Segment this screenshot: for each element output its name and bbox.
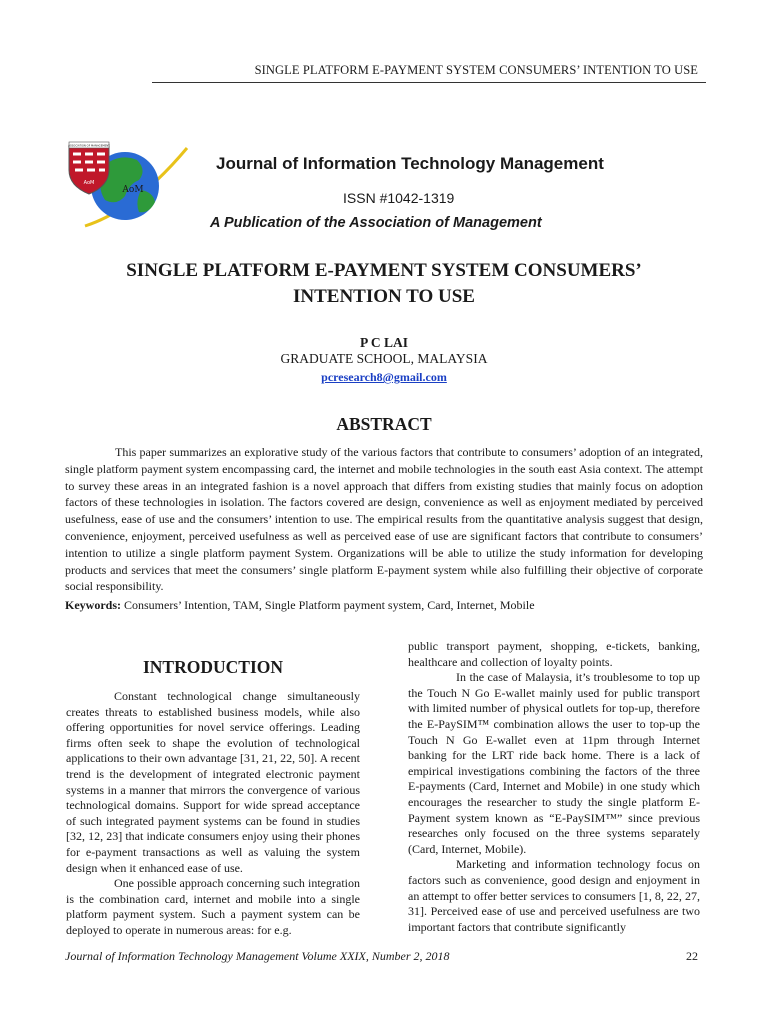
keywords-text: Consumers’ Intention, TAM, Single Platform payment system, Card, Internet, Mobile [124, 598, 535, 612]
logo-globe-text: AoM [122, 185, 144, 195]
paper-affiliation: GRADUATE SCHOOL, MALAYSIA [280, 351, 488, 366]
footer-citation: Journal of Information Technology Management Volume XXIX, Number 2, 2018 [65, 949, 450, 963]
running-header: SINGLE PLATFORM E-PAYMENT SYSTEM CONSUMERS’ INTENTION TO USE [254, 63, 698, 77]
keywords-label: Keywords: [65, 598, 121, 612]
journal-title: Journal of Information Technology Management [216, 154, 604, 173]
paper-author: P C LAI [359, 335, 408, 350]
aom-globe-logo [65, 140, 201, 230]
logo-badge-text: AoM [83, 180, 95, 186]
body-column-right [408, 639, 700, 935]
body-paragraph: Constant technological change simultaneously creates threats to established business models, while also offering opportunities for novel service offerings. Leading firms often seek to shape the evolution of technological applications to their own advantage [31, 21, 22, 50]. A recent trend is the development of integrated electronic payment systems in a manner that mirrors the convergence of various technological domains. Support for wide spread acceptance of such integrated payment systems can be found in studies [32, 12, 23] that indicate consumers enjoy using their phones for e-payment transactions as well as valuing the system design when it enhanced ease of use. [66, 689, 360, 875]
logo-banner-text: ASSOCIATION OF MANAGEMENT [68, 144, 110, 148]
body-paragraph: In the case of Malaysia, it’s troublesome to top up the Touch N Go E-wallet mainly used for public transport with limited number of physical outlets for top-up, therefore the E-PaySIM™ combination allows the user to top-up the Touch N Go E-wallet even at 11pm through Internet banking for the LRT ride back home. There is a lack of empirical investigations combining the factors of the three E-payments (Card, Internet and Mobile) in one study which encourages the researcher to study the single platform E-Payment system known as “E-PaySIM™” since previous researches only focused on the three systems separately (Card, Internet, Mobile). [408, 670, 700, 856]
abstract-heading: ABSTRACT [336, 414, 432, 434]
body-paragraph: Marketing and information technology focus on factors such as convenience, good design and enjoyment in an attempt to offer better services to consumers [1, 8, 22, 27, 31]. Perceived ease of use and perceived usefulness are two important factors that contribute significantly [408, 857, 700, 934]
paper-title: SINGLE PLATFORM E-PAYMENT SYSTEM CONSUMERS’ INTENTION TO USE [126, 260, 642, 307]
body-paragraph: public transport payment, shopping, e-tickets, banking, healthcare and collection of loyalty points. [408, 639, 700, 669]
page-number: 22 [686, 949, 698, 963]
journal-publisher: A Publication of the Association of Management [210, 215, 542, 231]
body-paragraph: One possible approach concerning such integration is the combination card, internet and mobile into a single platform payment system. Such a payment system can be deployed to operate in numerous areas: for e.g. [66, 876, 360, 937]
introduction-heading: INTRODUCTION [142, 657, 284, 677]
journal-issn: ISSN #1042-1319 [343, 190, 455, 206]
author-email-link[interactable]: pcresearch8@gmail.com [321, 370, 447, 384]
keywords-line [65, 598, 535, 613]
abstract-text: This paper summarizes an explorative study of the various factors that contribute to consumers’ adoption of an integrated, single platform payment system encompassing card, the internet and mobile technologies in the south east Asia context. The attempt to survey these areas in an integrated fashion is a novel approach that differs from existing studies that mainly focus on adoption factors of these technologies in isolation. The factors covered are design, convenience as well as enjoyment mediated by perceived usefulness, ease of use and the consumers’ intention to use. The empirical results from the quantitative analysis suggest that design, convenience, enjoyment, perceived usefulness as well as perceived ease of use are significant factors that contribute to consumers’ intention to utilize a single platform payment System. Organizations will be able to utilize the study information for developing products and services that meet the consumers’ single platform E-payment system while also fulfilling their objective of corporate social responsibility. [65, 445, 703, 594]
header-rule [152, 82, 706, 83]
body-column-left [66, 657, 360, 939]
